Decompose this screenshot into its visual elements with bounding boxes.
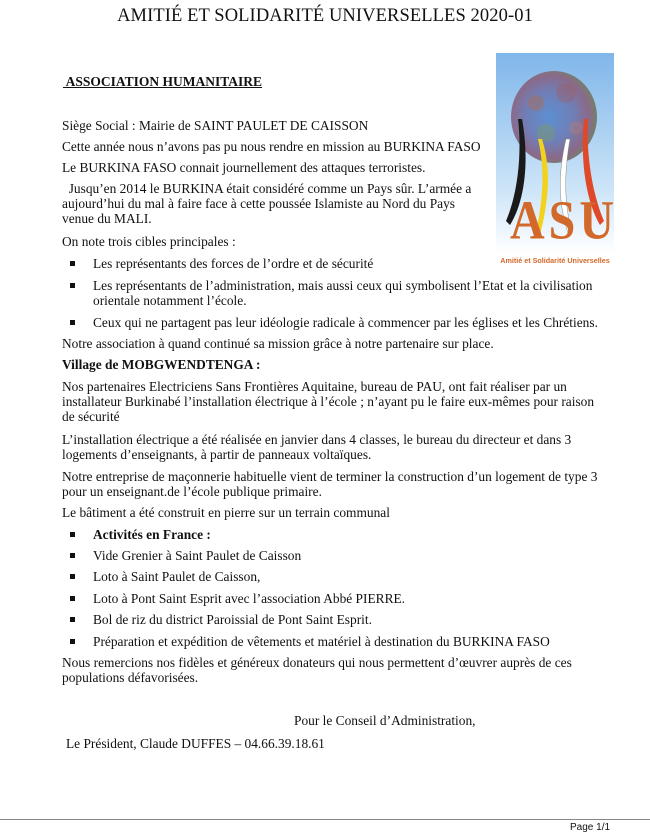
page-number: Page 1/1 [570,822,611,833]
activities-heading: Activités en France : [93,527,211,542]
thanks-line-2: populations défavorisées. [62,670,199,685]
village-p1-line-1: Nos partenaires Electriciens Sans Frontières Aquitaine, bureau de PAU, ont fait réaliser par un [62,379,567,394]
document-title: AMITIÉ ET SOLIDARITÉ UNIVERSELLES 2020-01 [117,6,533,26]
village-p3-line-2: pour un enseignant.de l’école publique primaire. [62,484,322,499]
bullet-square-icon [70,320,75,325]
thanks-line-1: Nous remercions nos fidèles et généreux donateurs qui nous permettent d’œuvrer auprès de ces [62,655,572,670]
bullet-square-icon [70,574,75,579]
bullet-square-icon [70,532,75,537]
asu-logo [496,53,619,268]
association-heading: ASSOCIATION HUMANITAIRE [63,74,263,89]
continued-text: Notre association à quand continué sa mission grâce à notre partenaire sur place. [62,336,494,351]
village-p2-line-2: logements d’enseignants, à partir de panneaux voltaïques. [62,447,372,462]
logo-letters: ASU [510,190,619,251]
siege-social: Siège Social : Mairie de SAINT PAULET DE CAISSON [62,118,369,133]
footer-divider [0,819,650,820]
mission-text: Cette année nous n’avons pas pu nous rendre en mission au BURKINA FASO [62,139,481,154]
village-p3-line-1: Notre entreprise de maçonnerie habituelle vient de terminer la construction d’un logement de type 3 [62,469,598,484]
bullet-square-icon [70,596,75,601]
jusquen-line-3: venue du MALI. [62,211,152,226]
attaques-text: Le BURKINA FASO connait journellement des attaques terroristes. [62,160,426,175]
signature-text: Le Président, Claude DUFFES – 04.66.39.18.61 [66,736,325,751]
bullet-square-icon [70,639,75,644]
village-p1-line-3: de sécurité [62,409,120,424]
village-p4: Le bâtiment a été construit en pierre sur un terrain communal [62,505,390,520]
bullet-square-icon [70,553,75,558]
bullet-square-icon [70,617,75,622]
village-p2-line-1: L’installation électrique a été réalisée en janvier dans 4 classes, le bureau du directeur et dans 3 [62,432,572,447]
closing-text: Pour le Conseil d’Administration, [294,713,476,728]
village-heading: Village de MOBGWENDTENGA : [62,357,261,372]
jusquen-line-2: aujourd’hui du mal à faire face à cette poussée Islamiste au Nord du Pays [62,196,456,211]
bullet-square-icon [70,283,75,288]
logo-caption: Amitié et Solidarité Universelles [500,256,610,265]
jusquen-line-1: Jusqu’en 2014 le BURKINA était considéré comme un Pays sûr. L’armée a [62,181,472,196]
village-p1-line-2: installateur Burkinabé l’installation électrique à l’école ; n’ayant pu le faire eux-mêmes pour raison [62,394,595,409]
cibles-text: On note trois cibles principales : [62,234,236,249]
bullet-square-icon [70,261,75,266]
